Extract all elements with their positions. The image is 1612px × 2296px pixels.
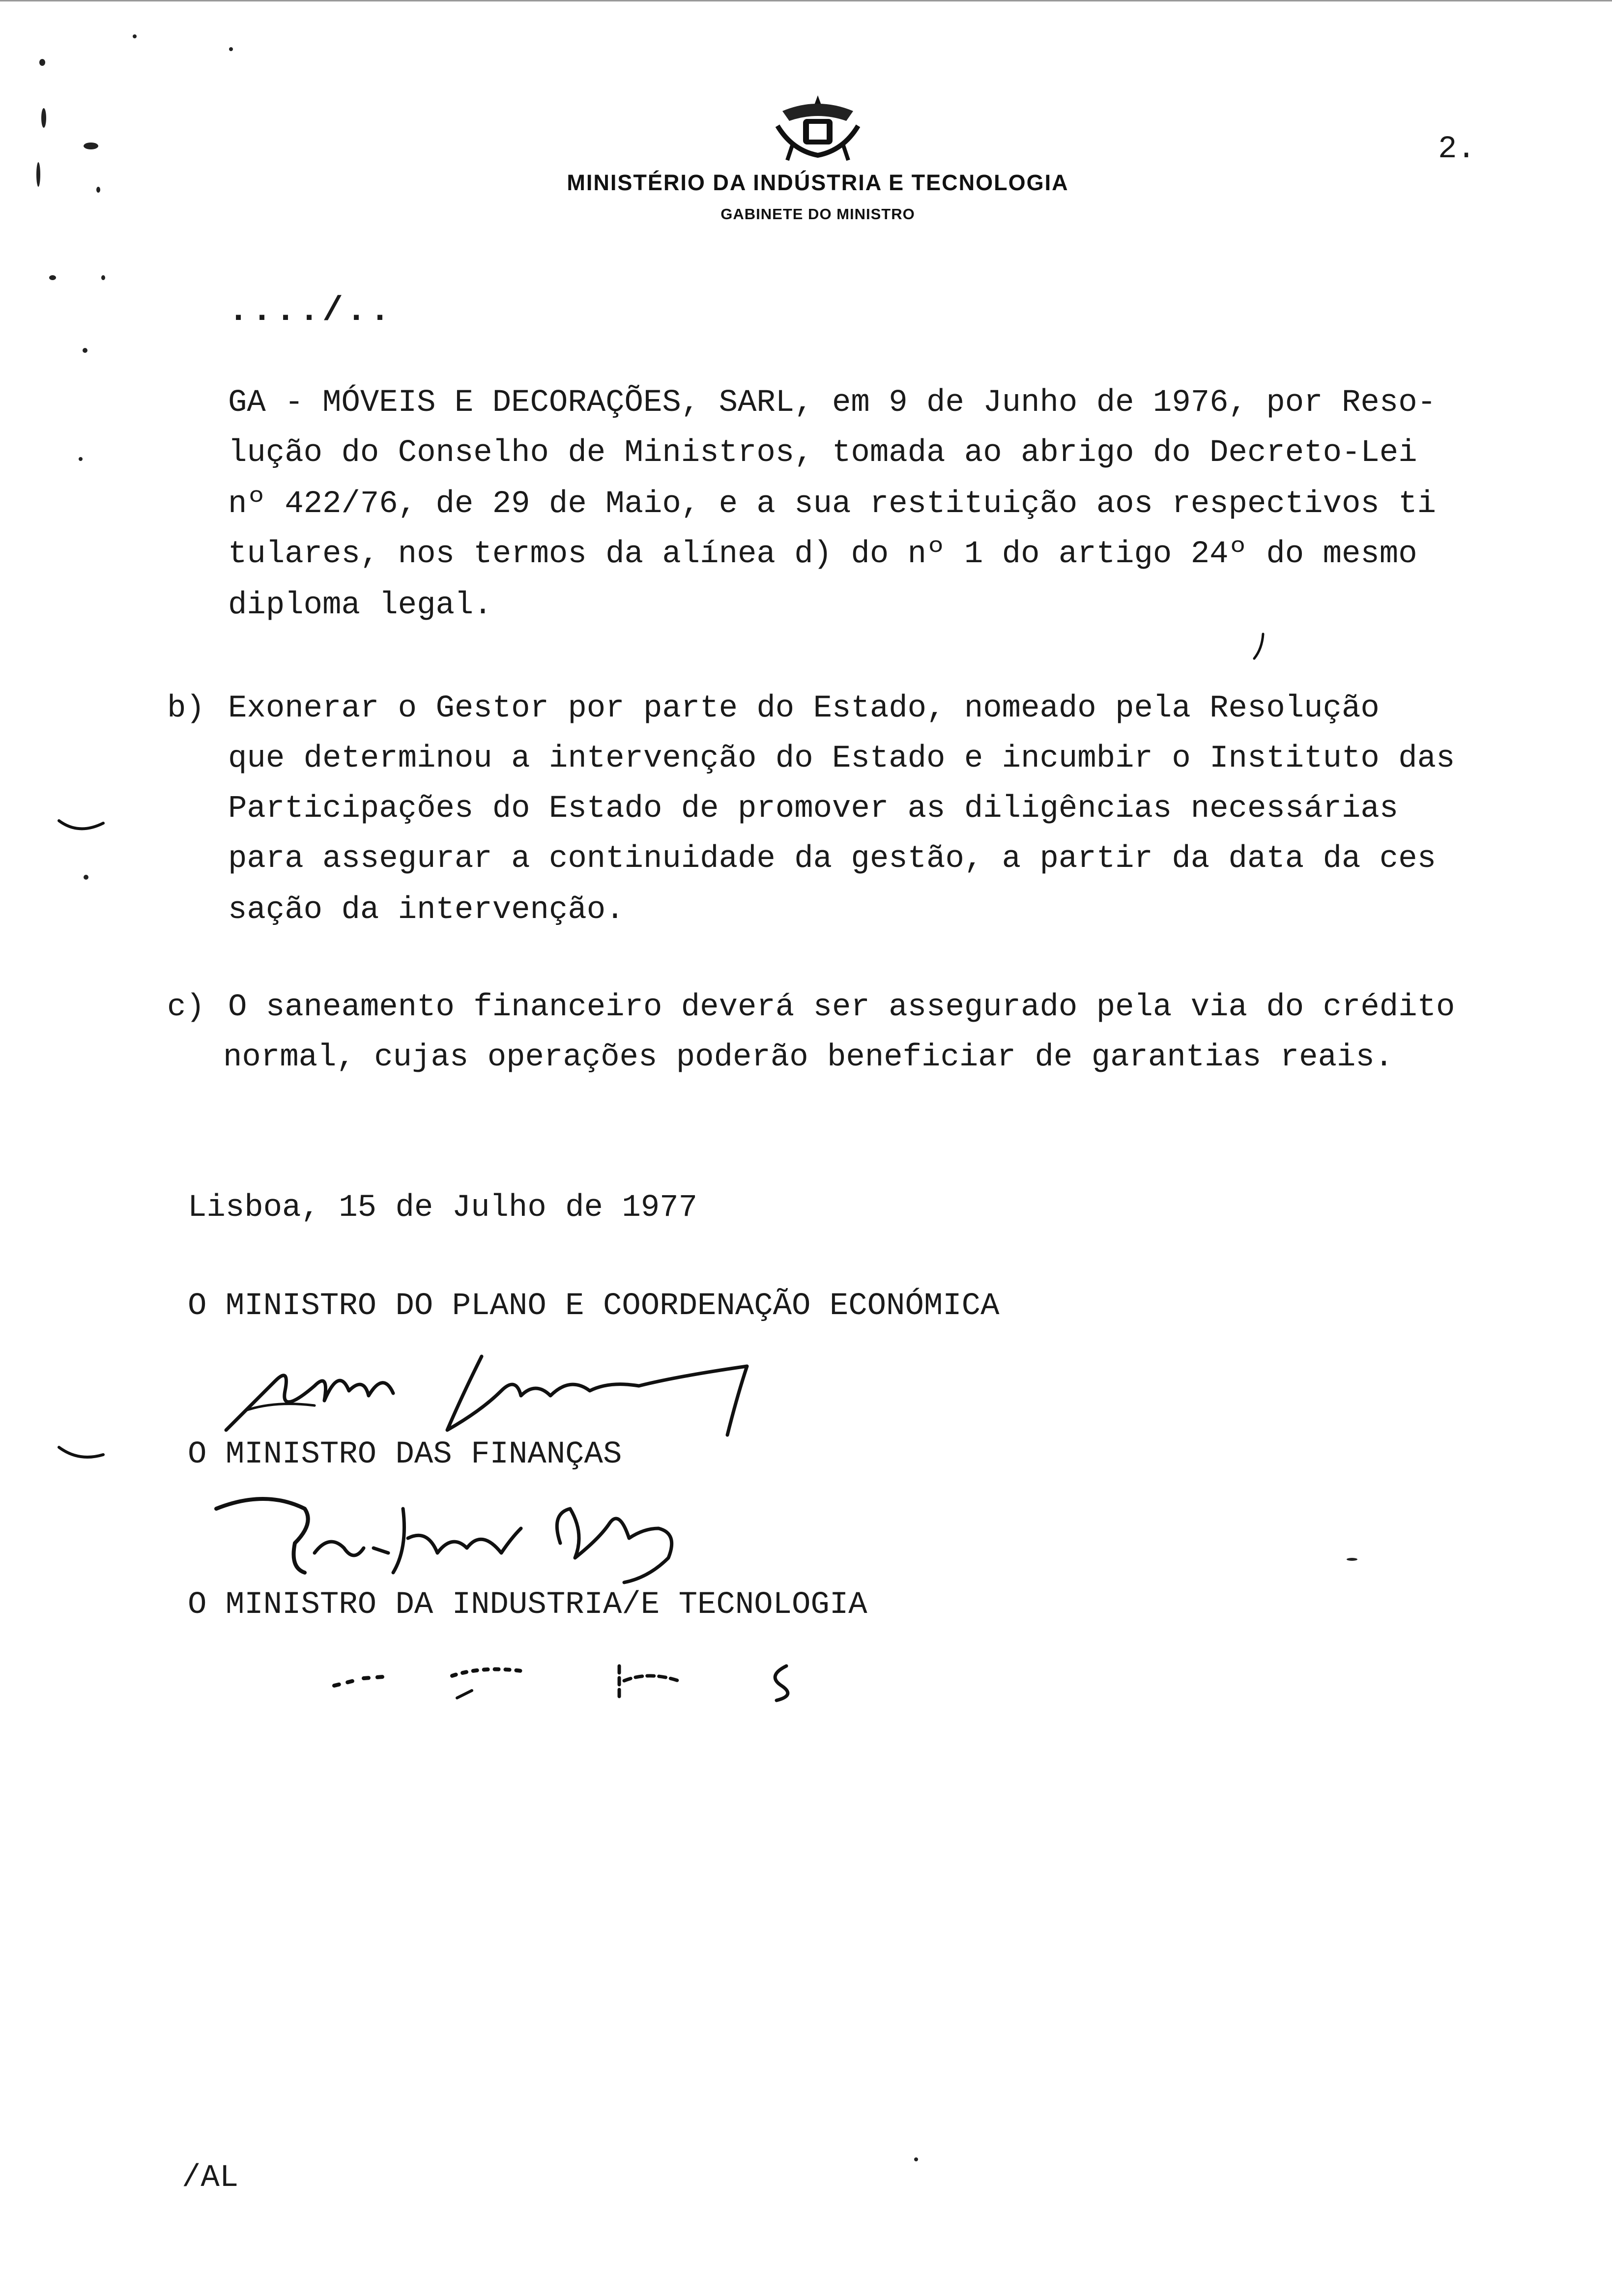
- coat-of-arms-icon: [773, 91, 863, 165]
- paragraph-line: O saneamento financeiro deverá ser assegurado pela via do crédito: [228, 990, 1455, 1025]
- item-b-marker: b): [167, 691, 205, 726]
- scan-speck: [36, 162, 40, 187]
- scan-speck: [84, 875, 88, 880]
- paragraph-line: Exonerar o Gestor por parte do Estado, nomeado pela Resolução: [228, 691, 1380, 726]
- margin-mark: [54, 811, 113, 840]
- paragraph-line: Participações do Estado de promover as diligências necessárias: [228, 791, 1399, 827]
- ministry-heading: MINISTÉRIO DA INDÚSTRIA E TECNOLOGIA: [567, 170, 1069, 195]
- paragraph-line: lução do Conselho de Ministros, tomada ao abrigo do Decreto-Lei: [228, 435, 1417, 471]
- scan-edge-line: [0, 0, 1612, 4]
- place-date: Lisboa, 15 de Julho de 1977: [188, 1190, 697, 1226]
- scan-speck: [84, 143, 98, 149]
- scan-speck: [1347, 1558, 1357, 1561]
- signatory-plan: O MINISTRO DO PLANO E COORDENAÇÃO ECONÓMICA: [188, 1289, 1000, 1324]
- scan-speck: [79, 457, 83, 461]
- scan-speck: [229, 47, 233, 51]
- signatory-industry: O MINISTRO DA INDUSTRIA/E TECNOLOGIA: [188, 1587, 867, 1623]
- faint-signature: [324, 1651, 816, 1705]
- cabinet-subheading: GABINETE DO MINISTRO: [720, 205, 915, 223]
- paragraph-line: GA - MÓVEIS E DECORAÇÕES, SARL, em 9 de Junho de 1976, por Reso-: [228, 385, 1436, 421]
- paragraph-line: diploma legal.: [228, 588, 492, 623]
- scan-speck: [133, 34, 137, 38]
- paragraph-line: normal, cujas operações poderão beneficiar de garantias reais.: [223, 1040, 1394, 1075]
- paragraph-line: sação da intervenção.: [228, 892, 625, 928]
- scan-speck: [39, 59, 45, 66]
- handwritten-signature: [216, 1337, 767, 1440]
- paragraph-line: nº 422/76, de 29 de Maio, e a sua restituição aos respectivos ti: [228, 487, 1436, 522]
- scan-speck: [96, 187, 100, 193]
- paragraph-line: para assegurar a continuidade da gestão, a partir da data da ces: [228, 841, 1436, 877]
- signatory-finance: O MINISTRO DAS FINANÇAS: [188, 1437, 622, 1472]
- scan-speck: [41, 108, 46, 128]
- margin-mark: [54, 1440, 113, 1469]
- page-number: 2.: [1438, 132, 1476, 167]
- scan-speck: [101, 275, 105, 280]
- reference-initials: /AL: [182, 2160, 239, 2196]
- scan-speck: [83, 348, 87, 353]
- handwritten-signature: [206, 1479, 698, 1587]
- paragraph-line: tulares, nos termos da alínea d) do nº 1 do artigo 24º do mesmo: [228, 537, 1417, 572]
- scan-speck: [49, 275, 56, 280]
- paragraph-line: que determinou a intervenção do Estado e incumbir o Instituto das: [228, 741, 1455, 776]
- scan-speck: [914, 2157, 918, 2161]
- margin-mark: [1248, 629, 1273, 663]
- item-c-marker: c): [167, 990, 205, 1025]
- continuation-mark: ..../..: [228, 292, 394, 331]
